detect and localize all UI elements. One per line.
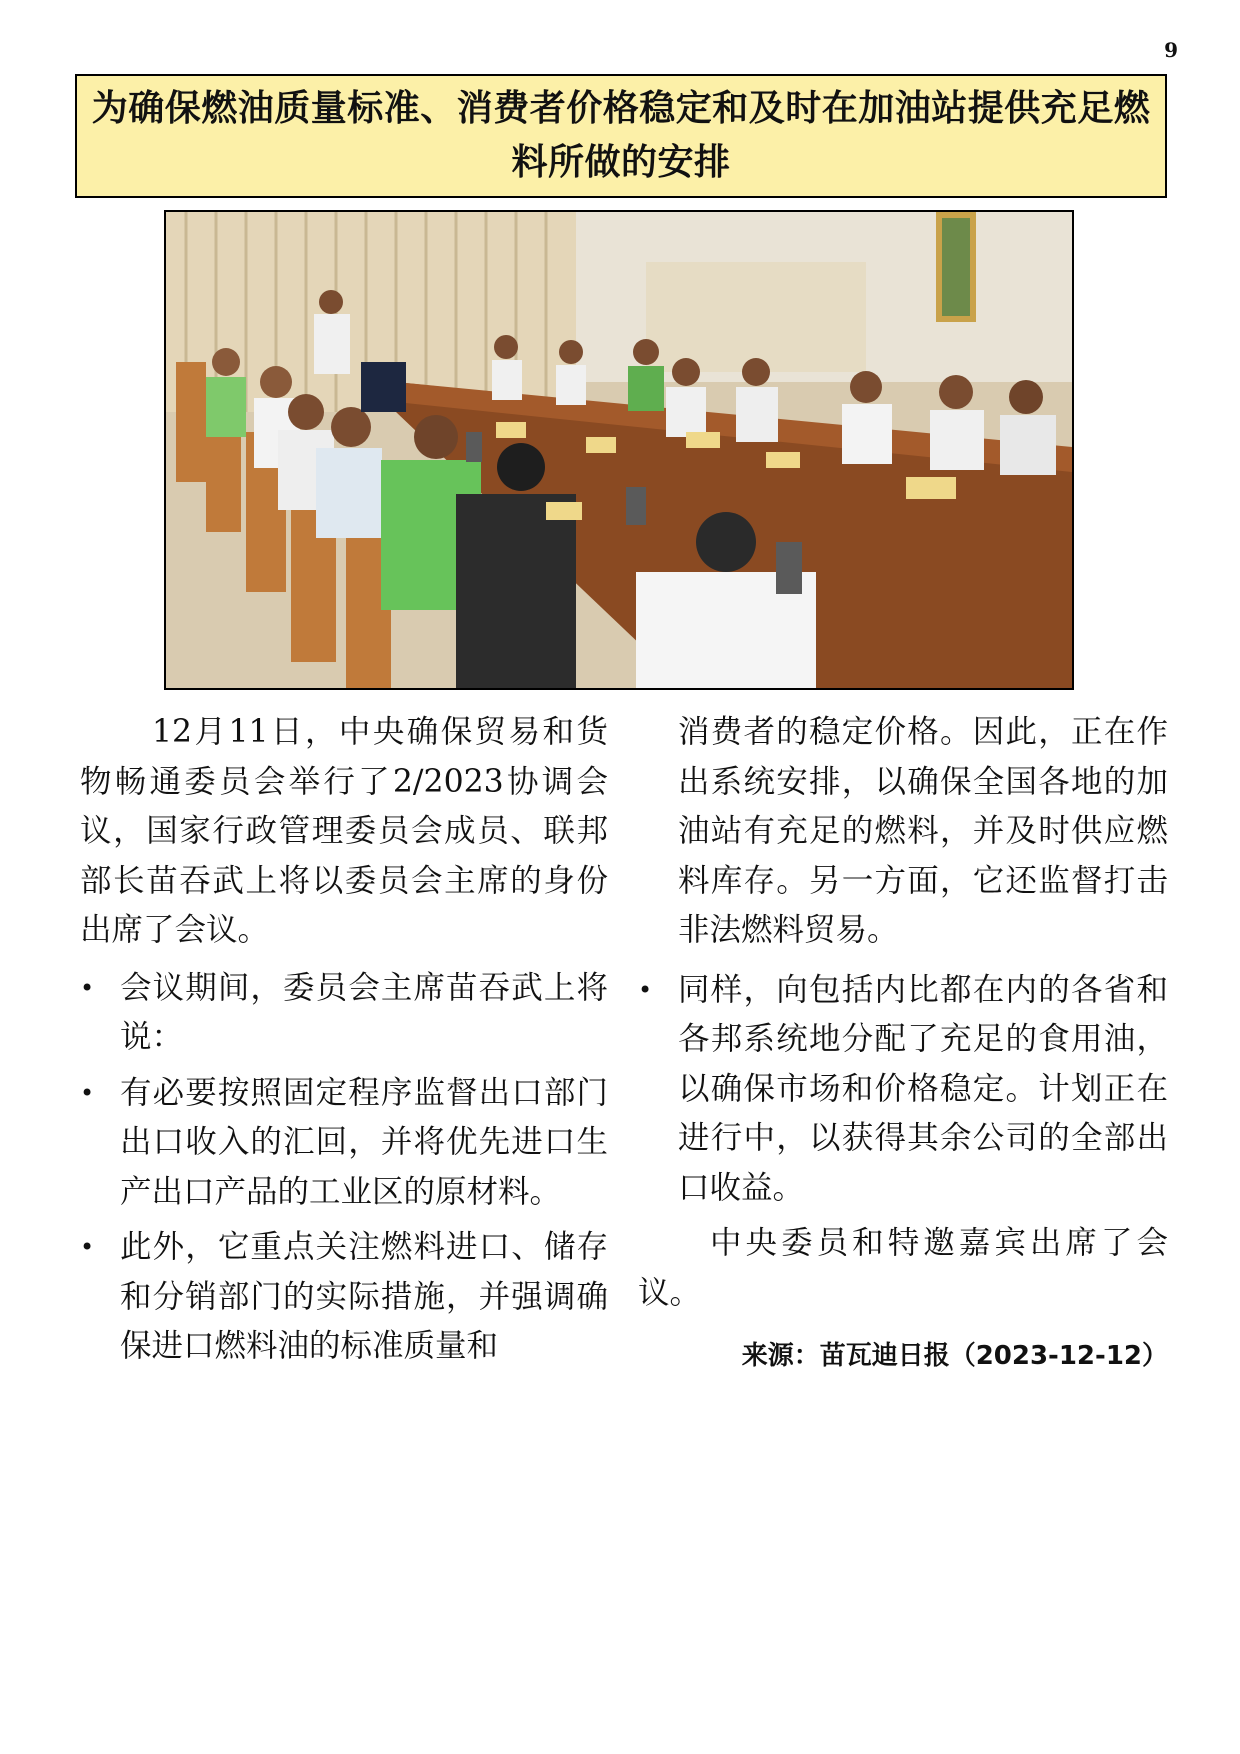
- bullet-icon: •: [80, 973, 95, 1002]
- page-number: 9: [1164, 38, 1178, 62]
- list-item: • 此外，它重点关注燃料进口、储存和分销部门的实际措施，并强调确保进口燃料油的标准质量和: [80, 1223, 608, 1372]
- title-banner: [75, 74, 1167, 198]
- bullet-icon: •: [80, 1078, 95, 1107]
- bullet-icon: •: [638, 975, 653, 1004]
- list-item: • 同样，向包括内比都在内的各省和各邦系统地分配了充足的食用油，以确保市场和价格稳定。计划正在进行中，以获得其余公司的全部出口收益。: [638, 966, 1168, 1214]
- closing-paragraph: 中央委员和特邀嘉宾出席了会议。: [638, 1225, 1168, 1311]
- intro-paragraph: 12月11日，中央确保贸易和货物畅通委员会举行了2/2023协调会议，国家行政管理委员会成员、联邦部长苗吞武上将以委员会主席的身份出席了会议。: [80, 714, 608, 948]
- right-bullet-list: [638, 966, 1168, 1214]
- meeting-photo-illustration: [166, 212, 1072, 688]
- meeting-photo: [164, 210, 1074, 690]
- source-citation: 来源：苗瓦迪日报（2023-12-12）: [741, 1341, 1168, 1371]
- bullet-icon: •: [80, 1233, 95, 1261]
- right-column: [638, 708, 1168, 1382]
- continuation-paragraph: 消费者的稳定价格。因此，正在作出系统安排，以确保全国各地的加油站有充足的燃料，并及时供应燃料库存。另一方面，它还监督打击非法燃料贸易。: [678, 714, 1168, 948]
- left-column: [80, 708, 608, 1378]
- left-bullet-list: [80, 964, 608, 1372]
- list-item: • 会议期间，委员会主席苗吞武上将说：: [80, 964, 608, 1063]
- page-title: 为确保燃油质量标准、消费者价格稳定和及时在加油站提供充足燃料所做的安排: [91, 88, 1151, 183]
- list-item: • 有必要按照固定程序监督出口部门出口收入的汇回，并将优先进口生产出口产品的工业区的原材料。: [80, 1069, 608, 1218]
